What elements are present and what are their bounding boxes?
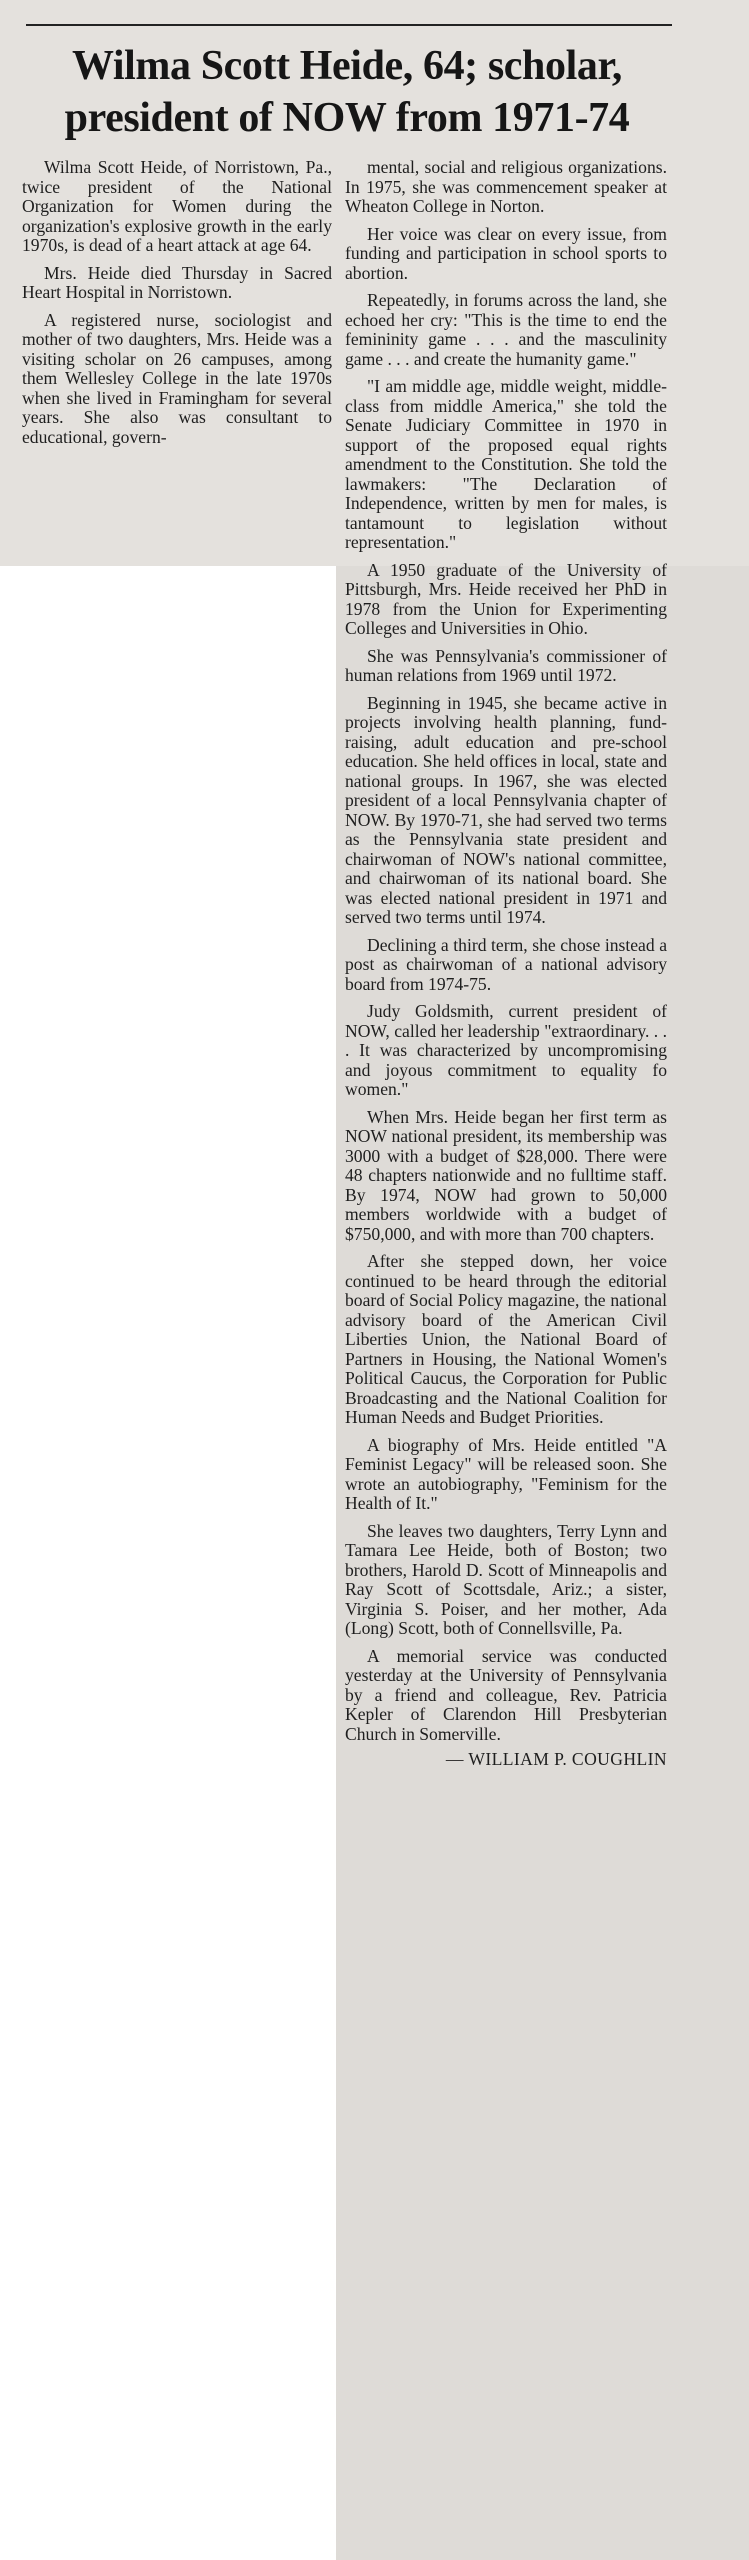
- article-paragraph: She was Pennsylvania's commissioner of human relations from 1969 until 1972.: [345, 645, 667, 685]
- article-paragraph: After she stepped down, her voice continued to be heard through the editorial board of Social Policy magazine, the national advisory board of the American Civil Liberties Union, the National Board of Partners in Housing, the National Women's Political Caucus, the Corporation for Public Broadcasting and the National Coalition for Human Needs and Budget Priorities.: [345, 1251, 667, 1427]
- article-paragraph: Beginning in 1945, she became active in projects involving health planning, fund-raising, adult education and pre-school education. She held offices in local, state and national groups. In 1967, she was elected president of a local Pennsylvania chapter of NOW. By 1970-71, she had served two terms as the Pennsylvania state president and chairwoman of NOW's national committee, and chairwoman of its national board. She was elected national president in 1971 and served two terms until 1974.: [345, 692, 667, 927]
- article-paragraph: Judy Goldsmith, current president of NOW, called her leadership "extraordinary. . . . It was characterized by uncompromising and joyous commitment to equality fo women.": [345, 1001, 667, 1099]
- article-paragraph: "I am middle age, middle weight, middle-class from middle America," she told the Senate Judiciary Committee in 1970 in support of the proposed equal rights amendment to the Constitution. She told the lawmakers: "The Declaration of Independence, written by men for males, is tantamount to legislation without representation.": [345, 376, 667, 552]
- article-headline: Wilma Scott Heide, 64; scholar, president of NOW from 1971-74: [64, 43, 630, 141]
- article-byline: — WILLIAM P. COUGHLIN: [445, 1749, 667, 1769]
- article-paragraph: A registered nurse, sociologist and mother of two daughters, Mrs. Heide was a visiting scholar on 26 campuses, among them Wellesley College in the late 1970s when she lived in Framingham for several years. She also was consultant to educational, govern-: [22, 309, 332, 447]
- article-paragraph: Repeatedly, in forums across the land, she echoed her cry: "This is the time to end the femininity game . . . and the masculinity game . . . and create the humanity game.": [345, 290, 667, 369]
- article-column-right: [345, 158, 667, 1778]
- article-paragraph: A memorial service was conducted yesterday at the University of Pennsylvania by a friend and colleague, Rev. Patricia Kepler of Clarendon Hill Presbyterian Church in Somerville.: [345, 1645, 667, 1744]
- article-paragraph: When Mrs. Heide began her first term as NOW national president, its membership was 3000 with a budget of $28,000. There were 48 chapters nationwide and no fulltime staff. By 1974, NOW had grown to 50,000 members worldwide with a budget of $750,000, and with more than 700 chapters.: [345, 1106, 667, 1244]
- article-paragraph: Wilma Scott Heide, of Norristown, Pa., twice president of the National Organization for Women during the organization's explosive growth in the early 1970s, is dead of a heart attack at age 64.: [22, 157, 332, 255]
- article-paragraph: mental, social and religious organizations. In 1975, she was commencement speaker at Wheaton College in Norton.: [345, 157, 667, 216]
- article-paragraph: Declining a third term, she chose instead a post as chairwoman of a national advisory board from 1974-75.: [345, 934, 667, 994]
- headline-rule: [26, 24, 672, 26]
- article-column-left: [22, 158, 332, 455]
- article-paragraph: Mrs. Heide died Thursday in Sacred Heart Hospital in Norristown.: [22, 262, 332, 302]
- article-paragraph: She leaves two daughters, Terry Lynn and Tamara Lee Heide, both of Boston; two brothers, Harold D. Scott of Minneapolis and Ray Scott of Scottsdale, Ariz.; a sister, Virginia S. Poiser, and her mother, Ada (Long) Scott, both of Connellsville, Pa.: [345, 1520, 667, 1638]
- article-paragraph: A biography of Mrs. Heide entitled "A Feminist Legacy" will be released soon. She wrote an autobiography, "Feminism for the Health of It.": [345, 1434, 667, 1513]
- article-paragraph: Her voice was clear on every issue, from funding and participation in school sports to abortion.: [345, 223, 667, 283]
- article-paragraph: A 1950 graduate of the University of Pittsburgh, Mrs. Heide received her PhD in 1978 from the Union for Experimenting Colleges and Universities in Ohio.: [345, 559, 667, 638]
